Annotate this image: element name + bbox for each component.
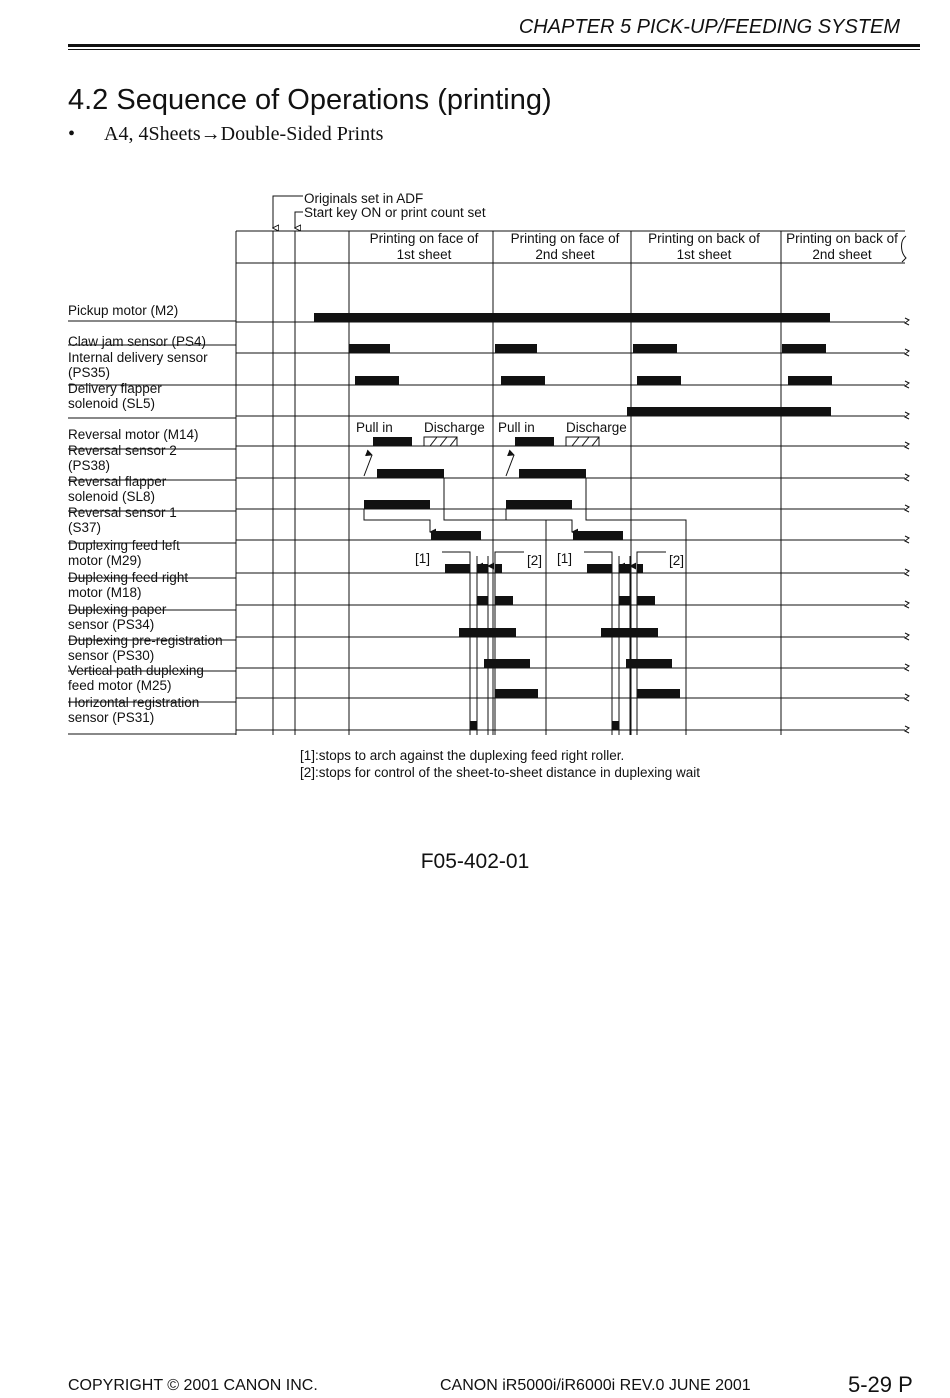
reversal-annotation: Pull in (498, 420, 535, 435)
page-number: 5-29 P (848, 1372, 913, 1397)
period-break-mark (902, 236, 907, 262)
signal-on-segment (501, 376, 545, 385)
signal-label: (PS38) (68, 458, 111, 473)
originals-marker-line (273, 196, 303, 226)
marker-start: Start key ON or print count set (304, 205, 486, 220)
signal-label: Vertical path duplexing (68, 663, 204, 678)
reversal-annotation: Discharge (566, 420, 627, 435)
signal-label: (PS35) (68, 365, 111, 380)
signal-on-segment (619, 596, 630, 605)
signal-label: Internal delivery sensor (68, 350, 208, 365)
signal-label: motor (M18) (68, 585, 142, 600)
signal-label: Duplexing paper (68, 602, 167, 617)
signal-on-segment (495, 344, 537, 353)
signal-on-segment (314, 313, 830, 322)
signal-on-segment (519, 469, 586, 478)
marker-originals: Originals set in ADF (304, 191, 424, 206)
footer-copyright: COPYRIGHT © 2001 CANON INC. (68, 1377, 318, 1394)
stop-line (442, 552, 470, 735)
break-mark (905, 505, 909, 512)
signal-label: solenoid (SL8) (68, 489, 156, 504)
signal-on-segment (637, 564, 643, 573)
break-mark (905, 442, 909, 449)
signal-on-segment (349, 344, 390, 353)
signal-on-segment (364, 500, 430, 509)
signal-on-segment (619, 564, 630, 573)
reversal-annotation: Pull in (356, 420, 393, 435)
stop-line (495, 552, 524, 735)
signal-on-segment (377, 469, 444, 478)
signal-label: Reversal sensor 2 (68, 443, 177, 458)
signal-on-segment (782, 344, 826, 353)
signal-on-segment (788, 376, 832, 385)
signal-label: Claw jam sensor (PS4) (68, 334, 207, 349)
break-mark (905, 664, 909, 671)
stop-annotation: [1] (557, 551, 573, 566)
figure-id: F05-402-01 (420, 850, 530, 873)
signal-on-segment (626, 659, 672, 668)
period-header: 1st sheet (396, 247, 452, 262)
signal-on-segment (495, 689, 538, 698)
stop-line (584, 552, 612, 735)
break-mark (905, 474, 909, 481)
signal-label: (S37) (68, 520, 102, 535)
stop-annotation: [1] (415, 551, 431, 566)
signal-label: sensor (PS31) (68, 710, 155, 725)
break-mark (905, 412, 909, 419)
bullet-text: A4, 4Sheets→Double-Sided Prints (104, 123, 384, 145)
bullet-symbol: • (68, 123, 76, 145)
connector-line (364, 509, 430, 530)
period-header: 2nd sheet (812, 247, 872, 262)
signal-on-segment (633, 344, 677, 353)
signal-label: Reversal sensor 1 (68, 505, 177, 520)
trigger-arrow (364, 455, 372, 476)
signal-on-segment (495, 596, 513, 605)
trigger-arrow (506, 455, 514, 476)
stop-annotation: [2] (527, 553, 543, 568)
signal-on-segment (373, 437, 412, 446)
footnote: [1]:stops to arch against the duplexing feed right roller. (300, 748, 625, 763)
period-header: Printing on back of (648, 231, 760, 246)
footer-model: CANON iR5000i/iR6000i REV.0 JUNE 2001 (440, 1377, 751, 1394)
break-mark (905, 569, 909, 576)
signal-on-segment (515, 437, 554, 446)
signal-on-segment (587, 564, 612, 573)
signal-on-segment (484, 659, 530, 668)
period-header: Printing on face of (510, 231, 620, 246)
footnote: [2]:stops for control of the sheet-to-sheet distance in duplexing wait (300, 765, 700, 780)
signal-label: Reversal motor (M14) (68, 427, 199, 442)
signal-label: Pickup motor (M2) (68, 303, 179, 318)
break-mark (905, 633, 909, 640)
signal-on-segment (637, 596, 655, 605)
signal-label: Duplexing feed right (68, 570, 189, 585)
signal-label: Duplexing feed left (68, 538, 180, 553)
period-header: Printing on back of (786, 231, 898, 246)
signal-on-segment (470, 721, 477, 730)
signal-label: sensor (PS34) (68, 617, 155, 632)
stop-line (637, 552, 666, 735)
period-header: 1st sheet (676, 247, 732, 262)
break-mark (905, 536, 909, 543)
break-mark (905, 349, 909, 356)
signal-on-segment (355, 376, 399, 385)
period-header: Printing on face of (369, 231, 479, 246)
signal-on-segment (431, 531, 481, 540)
signal-on-segment (612, 721, 619, 730)
signal-on-segment (637, 376, 681, 385)
signal-on-segment (495, 564, 502, 573)
break-mark (905, 726, 909, 733)
period-header: 2nd sheet (535, 247, 595, 262)
chapter-header: CHAPTER 5 PICK-UP/FEEDING SYSTEM (518, 16, 900, 38)
signal-label: Delivery flapper (68, 381, 162, 396)
signal-label: sensor (PS30) (68, 648, 155, 663)
signal-label: Reversal flapper (68, 474, 167, 489)
signal-on-segment (477, 596, 488, 605)
signal-label: feed motor (M25) (68, 678, 172, 693)
signal-on-segment (445, 564, 470, 573)
signal-on-segment (627, 407, 831, 416)
start-marker-line (295, 212, 303, 226)
signal-label: Horizontal registration (68, 695, 200, 710)
reversal-annotation: Discharge (424, 420, 485, 435)
break-mark (905, 318, 909, 325)
break-mark (905, 694, 909, 701)
signal-on-segment (506, 500, 572, 509)
signal-on-segment (573, 531, 623, 540)
break-mark (905, 381, 909, 388)
section-title: 4.2 Sequence of Operations (printing) (68, 84, 552, 116)
signal-label: motor (M29) (68, 553, 142, 568)
signal-on-segment (477, 564, 488, 573)
signal-on-segment (637, 689, 680, 698)
signal-label: Duplexing pre-registration (68, 633, 223, 648)
stop-annotation: [2] (669, 553, 685, 568)
break-mark (905, 601, 909, 608)
signal-label: solenoid (SL5) (68, 396, 156, 411)
